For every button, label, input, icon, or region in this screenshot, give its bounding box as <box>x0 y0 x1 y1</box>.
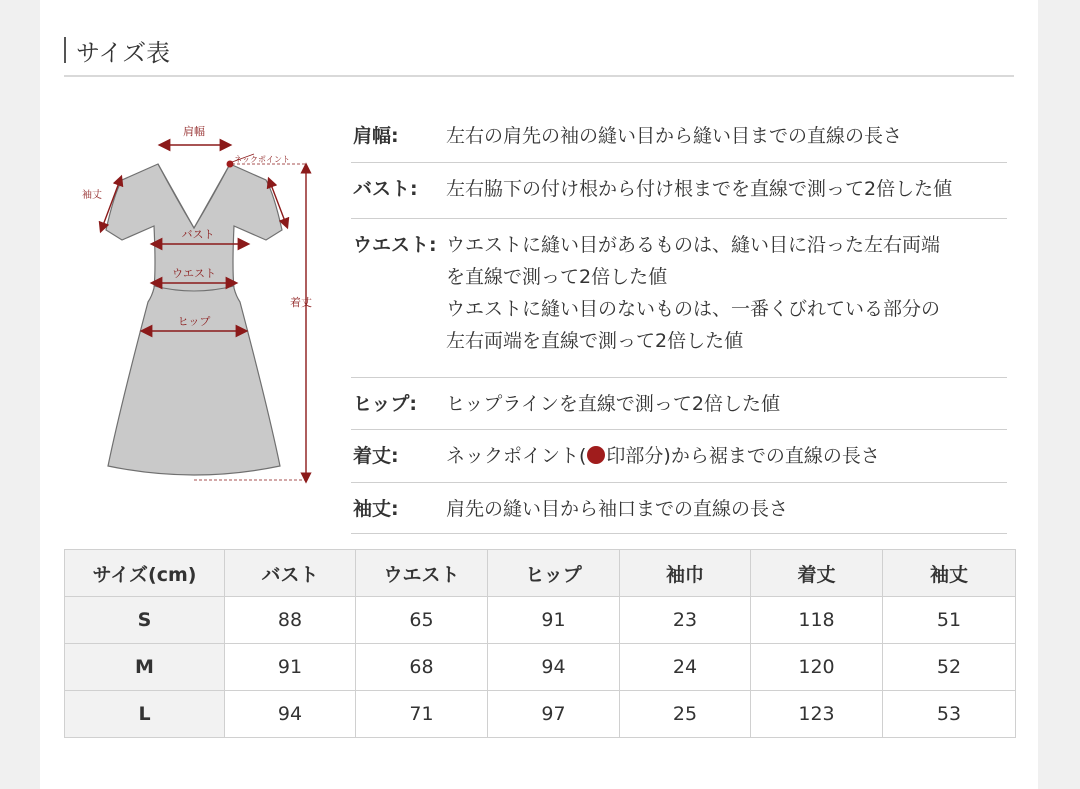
neck-point-label: ネックポイント <box>234 155 290 164</box>
table-row <box>65 691 1016 738</box>
table-cell: 120 <box>751 644 883 691</box>
table-cell: 118 <box>751 597 883 644</box>
size-table <box>64 549 1016 738</box>
definitions-list <box>351 110 1007 534</box>
table-header: 着丈 <box>751 550 883 597</box>
table-cell: 88 <box>225 597 356 644</box>
definition-text: ネックポイント( 印部分)から裾までの直線の長さ <box>446 445 880 467</box>
table-header: 袖巾 <box>620 550 751 597</box>
table-cell: 123 <box>751 691 883 738</box>
definition-bust <box>351 163 1007 219</box>
shoulder-label: 肩幅 <box>183 125 205 138</box>
table-header: ヒップ <box>488 550 620 597</box>
table-cell: 91 <box>225 644 356 691</box>
table-cell-size: L <box>65 691 225 738</box>
sleeve-label: 袖丈 <box>82 190 102 201</box>
table-cell: 68 <box>356 644 488 691</box>
table-cell: 91 <box>488 597 620 644</box>
bust-label: バスト <box>181 228 215 241</box>
definition-term: 肩幅: <box>353 125 399 147</box>
table-cell: 51 <box>883 597 1016 644</box>
definition-text: 左右の肩先の袖の縫い目から縫い目までの直線の長さ <box>446 125 903 147</box>
table-cell: 53 <box>883 691 1016 738</box>
table-header: サイズ(cm) <box>65 550 225 597</box>
waist-label: ウエスト <box>172 267 216 280</box>
definition-text: ウエストに縫い目があるものは、縫い目に沿った左右両端 を直線で測って2倍した値 ウエストに縫い目のないものは、一番くびれている部分の 左右両端を直線で測って2倍した値 <box>446 234 941 352</box>
table-row <box>65 644 1016 691</box>
definition-length <box>351 430 1007 483</box>
table-cell: 23 <box>620 597 751 644</box>
definition-text: 左右脇下の付け根から付け根までを直線で測って2倍した値 <box>446 178 953 200</box>
table-header: バスト <box>225 550 356 597</box>
definition-term: ヒップ: <box>353 393 418 415</box>
table-header: 袖丈 <box>883 550 1016 597</box>
dress-illustration <box>74 118 344 498</box>
title-divider <box>64 75 1014 77</box>
page-title: サイズ表 <box>76 38 171 67</box>
table-row <box>65 597 1016 644</box>
table-cell: 97 <box>488 691 620 738</box>
table-cell: 65 <box>356 597 488 644</box>
hip-label: ヒップ <box>177 315 211 328</box>
definition-term: 着丈: <box>353 445 399 467</box>
neck-point-marker-icon <box>587 446 605 464</box>
definition-term: バスト: <box>353 178 418 200</box>
section-title <box>64 30 170 70</box>
definition-term: 袖丈: <box>353 498 399 520</box>
definition-term: ウエスト: <box>353 234 437 256</box>
table-cell: 25 <box>620 691 751 738</box>
table-cell-size: S <box>65 597 225 644</box>
table-cell: 94 <box>488 644 620 691</box>
length-label: 着丈 <box>290 296 312 309</box>
definition-hip <box>351 378 1007 430</box>
definition-sleeve <box>351 483 1007 534</box>
table-cell: 24 <box>620 644 751 691</box>
title-accent-bar <box>64 37 66 63</box>
definition-text: ヒップラインを直線で測って2倍した値 <box>446 393 780 415</box>
definition-text: 肩先の縫い目から袖口までの直線の長さ <box>446 498 789 520</box>
table-cell: 52 <box>883 644 1016 691</box>
definition-waist <box>351 219 1007 378</box>
table-header: ウエスト <box>356 550 488 597</box>
table-header-row <box>65 550 1016 597</box>
measurement-diagram <box>74 118 344 498</box>
table-cell-size: M <box>65 644 225 691</box>
table-cell: 71 <box>356 691 488 738</box>
table-cell: 94 <box>225 691 356 738</box>
definition-shoulder <box>351 110 1007 163</box>
